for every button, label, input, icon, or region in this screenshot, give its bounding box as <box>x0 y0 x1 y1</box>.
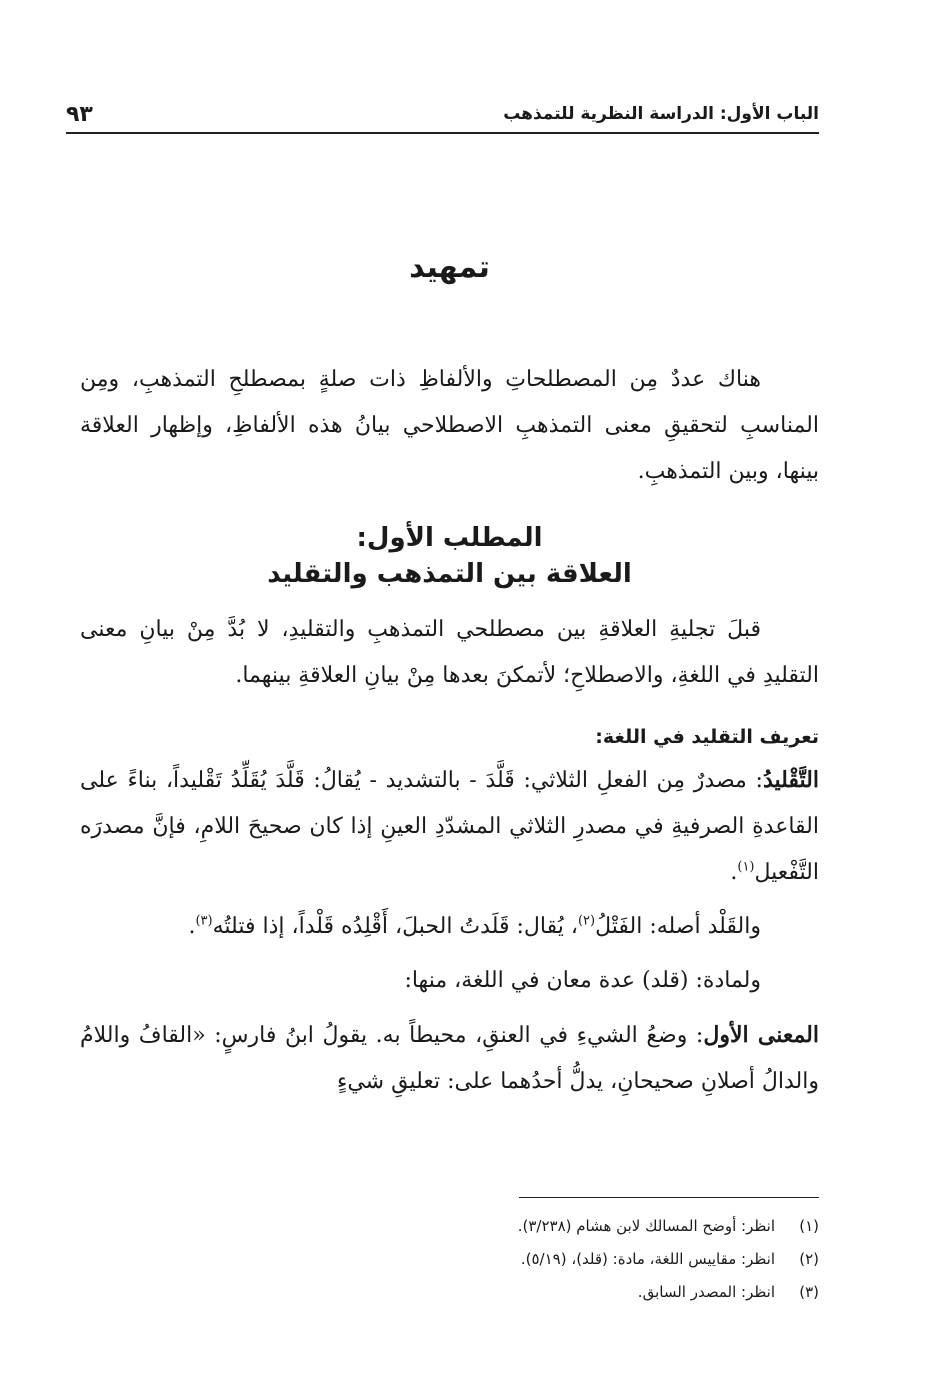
section-label: المطلب الأول: <box>356 523 543 553</box>
footnote-number: (٣) <box>799 1283 819 1301</box>
footnote-number: (١) <box>799 1217 819 1235</box>
footnote-ref-2[interactable]: (٢) <box>577 913 596 929</box>
header-rule <box>66 132 819 134</box>
definition-text-2b: ، يُقال: قَلَدتُ الحبلَ، أَقْلِدُه قَلْداً، إذا فتلتُه <box>212 914 578 939</box>
first-meaning-term: المعنى الأول <box>703 1022 819 1048</box>
definition-end-2: . <box>188 914 196 939</box>
footnote-text: انظر: أوضح المسالك لابن هشام (٣/٢٣٨). <box>517 1217 775 1235</box>
footnote <box>200 1276 819 1309</box>
footnote-number: (٢) <box>799 1250 819 1268</box>
page-body <box>80 250 819 1105</box>
definition-paragraph-3: ولمادة: (قلد) عدة معان في اللغة، منها: <box>404 968 761 993</box>
intro-paragraph: هناك عددٌ مِن المصطلحاتِ والألفاظِ ذات صلةٍ بمصطلحِ التمذهبِ، ومِن المناسبِ لتحقيقِ معنى التمذهبِ الاصطلاحي بيانُ هذه الألفاظِ، وإظهار العلاقة بينها، وبين التمذهبِ. <box>80 367 819 484</box>
footnote-text: انظر: مقاييس اللغة، مادة: (قلد)، (٥/١٩). <box>520 1250 775 1268</box>
section-lead-paragraph: قبلَ تجليةِ العلاقةِ بين مصطلحي التمذهبِ والتقليدِ، لا بُدَّ مِنْ بيانِ معنى التقليدِ في اللغةِ، والاصطلاحِ؛ لأتمكنَ بعدها مِنْ بيانِ العلاقةِ بينهما. <box>80 617 819 688</box>
footnote-ref-1[interactable]: (١) <box>737 859 755 875</box>
definition-paragraph-2 <box>80 904 819 950</box>
page-title: تمهيد <box>409 250 490 285</box>
footnote-rule <box>519 1197 819 1198</box>
footnote <box>200 1210 819 1243</box>
definition-heading: تعريف التقليد في اللغة: <box>595 726 819 748</box>
footnote-text: انظر: المصدر السابق. <box>637 1283 775 1301</box>
running-title: الباب الأول: الدراسة النظرية للتمذهب <box>503 104 819 124</box>
definition-text-2a: والقَلْد أصله: الفَتْلُ <box>595 914 761 939</box>
footnote <box>200 1243 819 1276</box>
page-number: ٩٣ <box>66 101 93 127</box>
section-title: العلاقة بين التمذهب والتقليد <box>267 559 632 589</box>
footnotes <box>200 1210 819 1309</box>
definition-text-4: : وضعُ الشيءِ في العنقِ، محيطاً به. يقولُ ابنُ فارسٍ: «القافُ واللامُ والدالُ أصلانِ صحيحانِ، يدلُّ أحدُهما على: تعليقِ شيءٍ <box>80 1023 819 1094</box>
footnote-ref-3[interactable]: (٣) <box>195 913 213 929</box>
definition-end-1: . <box>730 860 738 885</box>
term-taqleed: التَّقْليدُ <box>762 767 819 793</box>
running-header <box>66 96 819 132</box>
definition-paragraph-1 <box>80 757 819 896</box>
definition-text-1: : مصدرٌ مِن الفعلِ الثلاثي: قَلَّدَ - بالتشديد - يُقالُ: قَلَّدَ يُقَلِّدُ تَقْليداً، بناءً على القاعدةِ الصرفيةِ في مصدرِ الثلاثي المشدّدِ العينِ إذا كان صحيحَ اللامِ، فإنَّ مصدرَه التَّفْعيل <box>80 768 819 885</box>
definition-paragraph-4 <box>80 1012 819 1105</box>
